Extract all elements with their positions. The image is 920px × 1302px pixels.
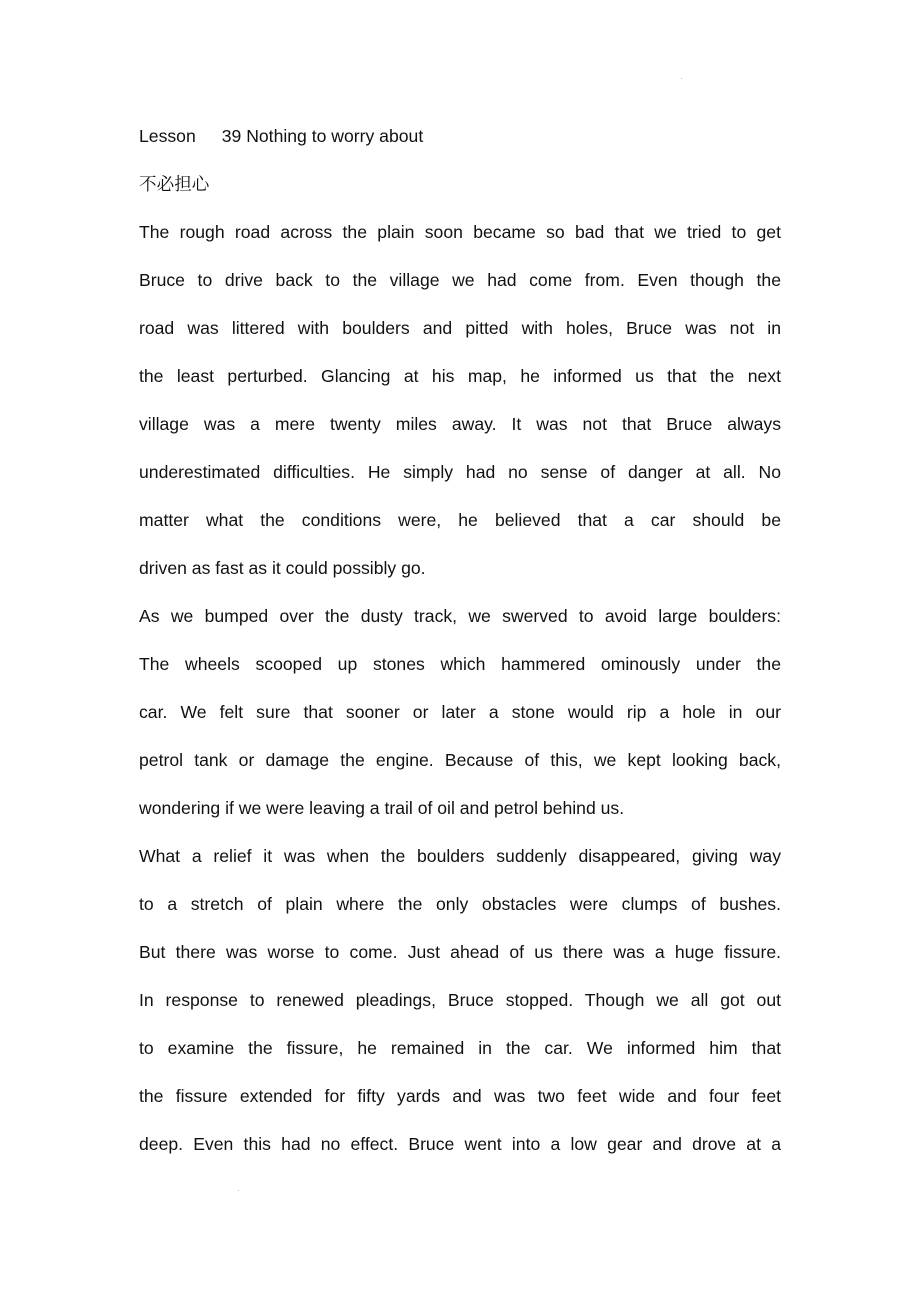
text-line: deep. Even this had no effect. Bruce went into a low gear and drove at a xyxy=(139,1134,781,1154)
chinese-subtitle: 不必担心 xyxy=(139,174,210,194)
text-line: village was a mere twenty miles away. It was not that Bruce always xyxy=(139,414,781,434)
text-line: to a stretch of plain where the only obstacles were clumps of bushes. xyxy=(139,894,781,914)
passage-text xyxy=(139,208,781,1168)
text-line: car. We felt sure that sooner or later a stone would rip a hole in our xyxy=(139,702,781,722)
text-line: to examine the fissure, he remained in the car. We informed him that xyxy=(139,1038,781,1058)
document-body xyxy=(139,112,781,1168)
text-line: The rough road across the plain soon became so bad that we tried to get xyxy=(139,222,781,242)
text-line: the least perturbed. Glancing at his map, he informed us that the next xyxy=(139,366,781,386)
text-line: But there was worse to come. Just ahead of us there was a huge fissure. xyxy=(139,942,781,962)
lesson-title xyxy=(139,112,781,160)
text-line: underestimated difficulties. He simply had no sense of danger at all. No xyxy=(139,462,781,482)
text-line: petrol tank or damage the engine. Because of this, we kept looking back, xyxy=(139,750,781,770)
text-line: In response to renewed pleadings, Bruce stopped. Though we all got out xyxy=(139,990,781,1010)
text-line: matter what the conditions were, he believed that a car should be xyxy=(139,510,781,530)
lesson-heading: 39 Nothing to worry about xyxy=(221,126,424,146)
text-line: The wheels scooped up stones which hammered ominously under the xyxy=(139,654,781,674)
lesson-label: Lesson xyxy=(139,126,196,146)
text-line: driven as fast as it could possibly go. xyxy=(139,558,426,578)
scan-mark xyxy=(681,78,682,79)
text-line: the fissure extended for fifty yards and was two feet wide and four feet xyxy=(139,1086,781,1106)
scan-mark xyxy=(238,1190,239,1191)
text-line: road was littered with boulders and pitted with holes, Bruce was not in xyxy=(139,318,781,338)
text-line: Bruce to drive back to the village we had come from. Even though the xyxy=(139,270,781,290)
text-line: wondering if we were leaving a trail of oil and petrol behind us. xyxy=(139,798,625,818)
text-line: As we bumped over the dusty track, we swerved to avoid large boulders: xyxy=(139,606,781,626)
text-line: What a relief it was when the boulders suddenly disappeared, giving way xyxy=(139,846,781,866)
